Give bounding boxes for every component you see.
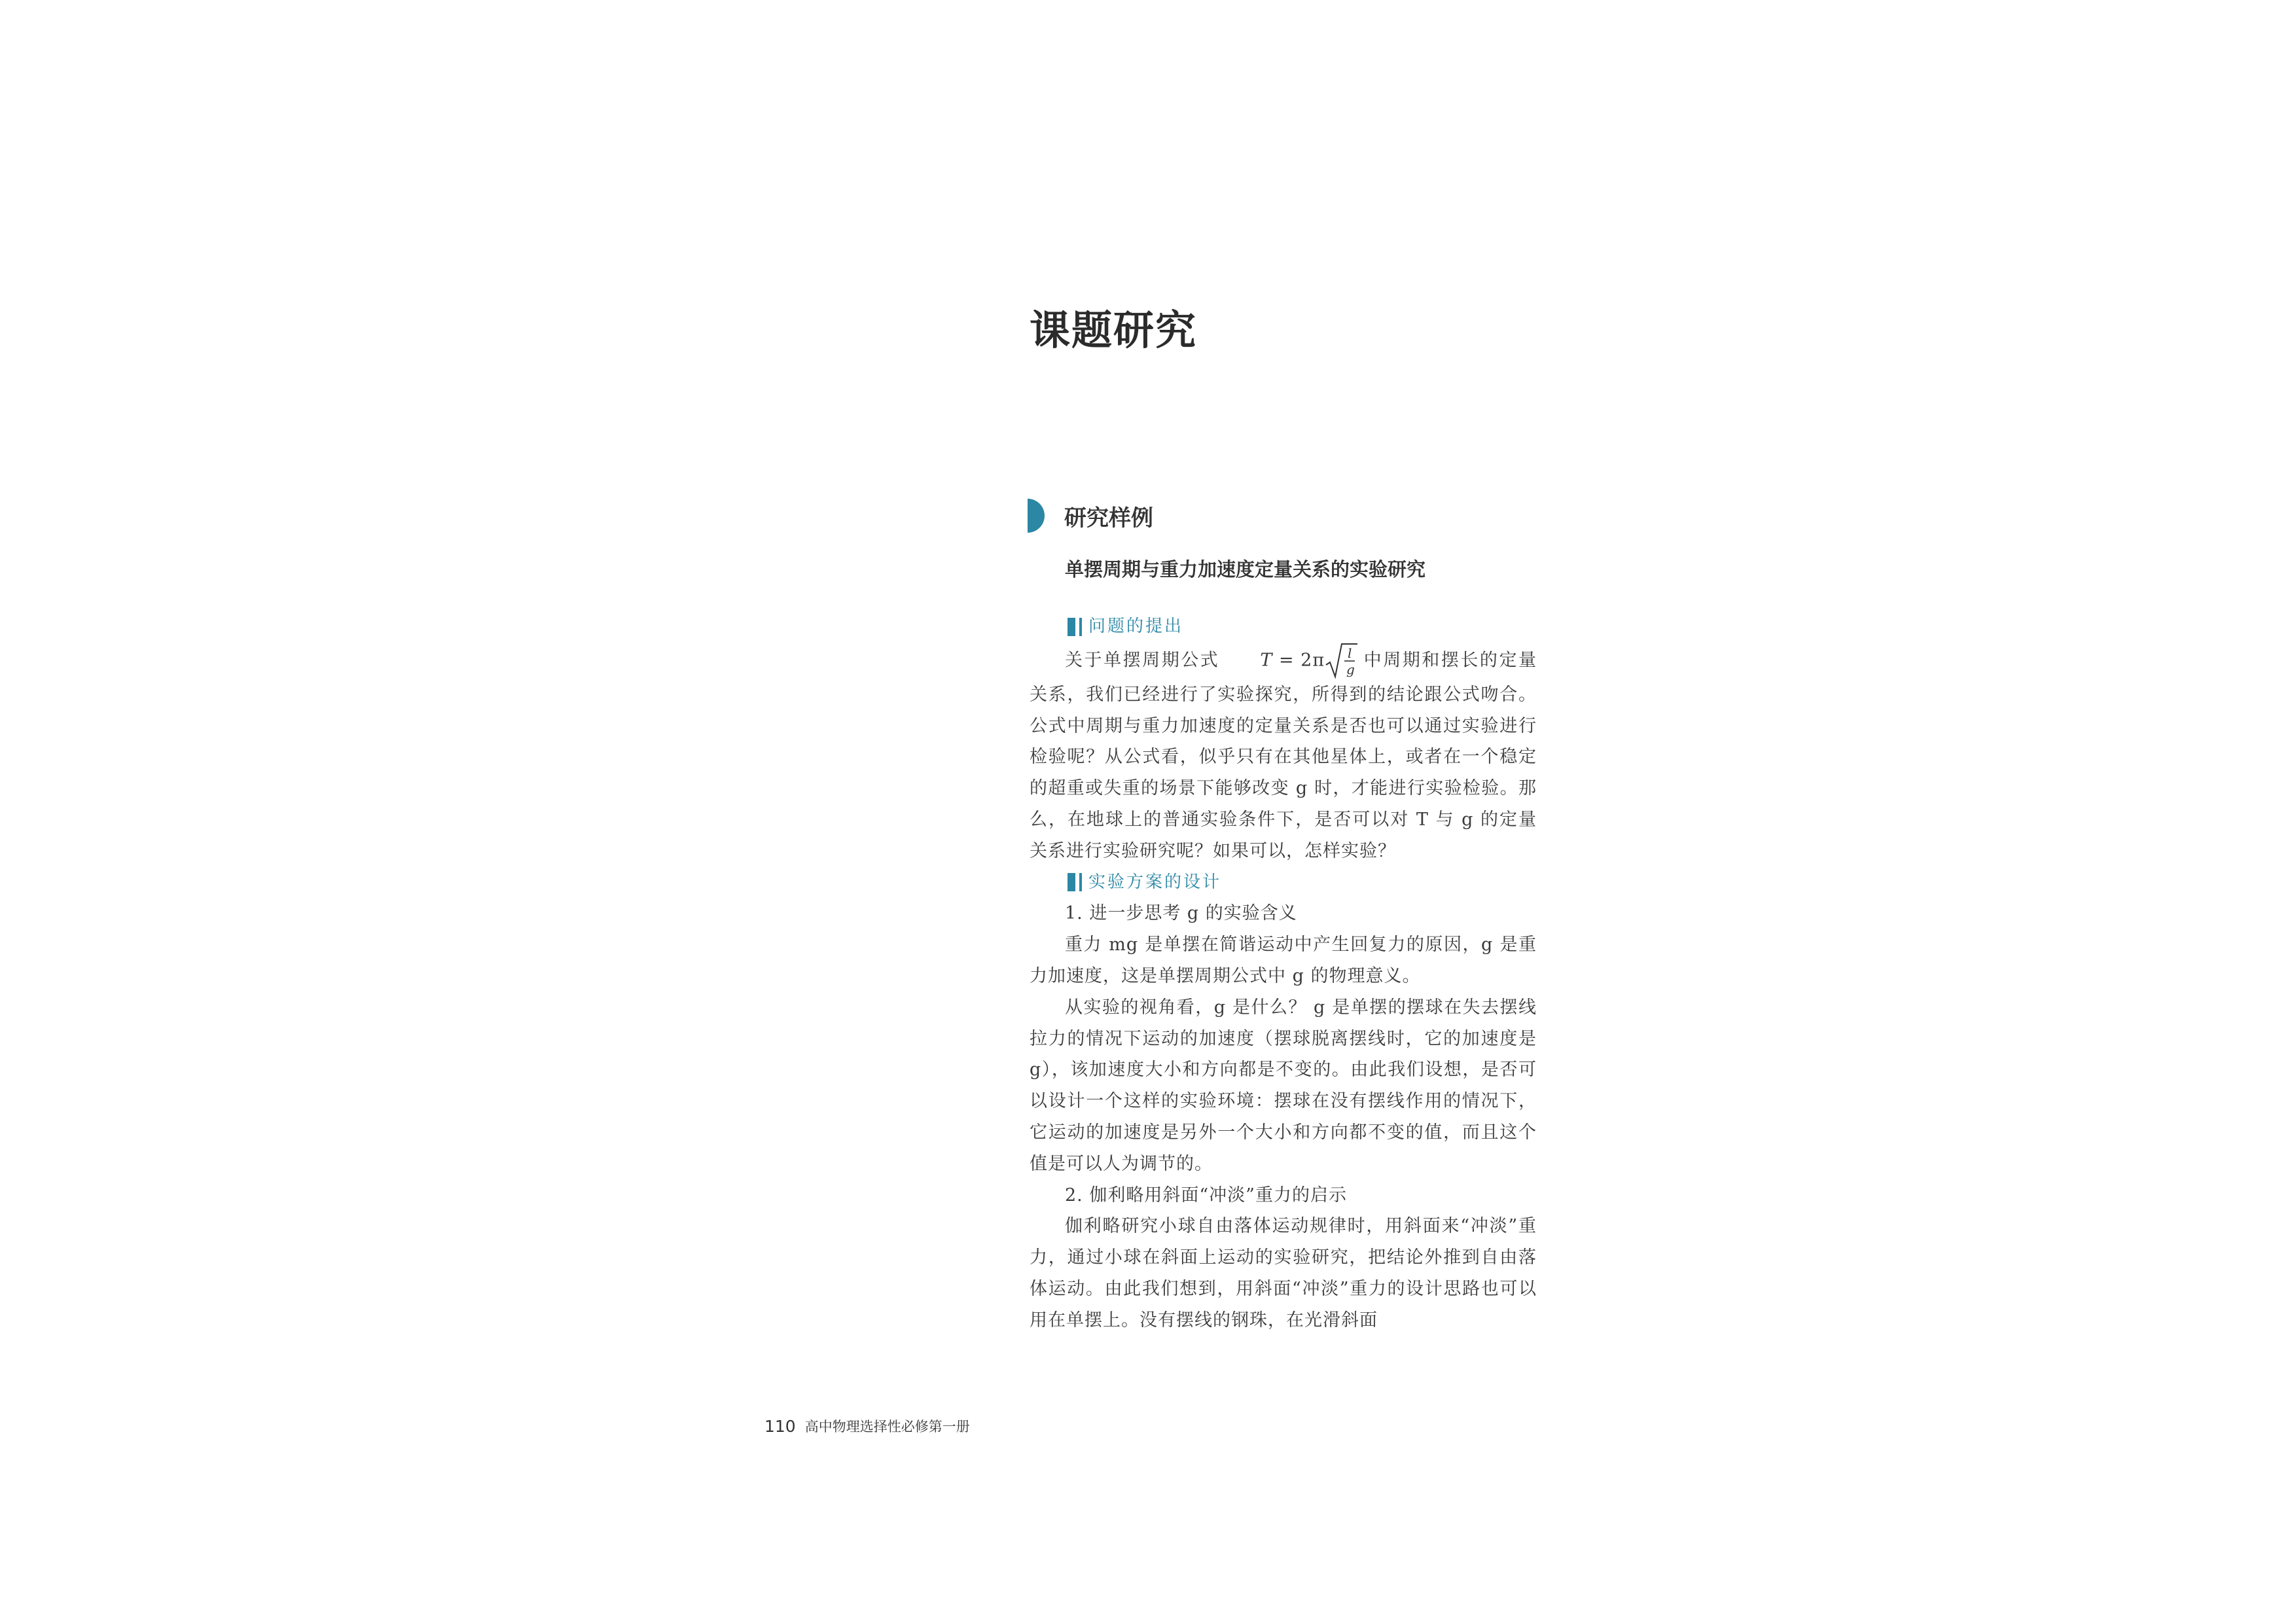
subsection-label: 问题的提出 <box>1088 616 1184 636</box>
body-text <box>1030 611 1537 1336</box>
page-footer <box>764 1416 970 1436</box>
page-number: 110 <box>764 1416 796 1436</box>
heading-bar-icon <box>1067 618 1075 636</box>
sqrt-fraction <box>1325 643 1357 679</box>
list-item-1: 1. 进一步思考 g 的实验含义 <box>1065 903 1297 924</box>
heading-bar-icon <box>1079 873 1082 891</box>
page-title: 课题研究 <box>1030 306 1198 354</box>
subsection-heading-design <box>1067 867 1537 899</box>
heading-bar-icon <box>1067 873 1075 891</box>
formula-lhs: T <box>1260 650 1273 671</box>
period-formula <box>1225 643 1357 679</box>
formula-numerator: l <box>1348 645 1353 661</box>
formula-denominator: g <box>1346 661 1355 677</box>
formula-eq: = 2π <box>1278 650 1325 671</box>
paragraph-galileo: 伽利略研究小球自由落体运动规律时，用斜面来“冲淡”重力，通过小球在斜面上运动的实验研究，把结论外推到自由落体运动。由此我们想到，用斜面“冲淡”重力的设计思路也可以用在单摆上。没有摆线的钢珠，在光滑斜面 <box>1030 1216 1537 1330</box>
paragraph-experiment-view: 从实验的视角看，g 是什么？ g 是单摆的摆球在失去摆线拉力的情况下运动的加速度（摆球脱离摆线时，它的加速度是 g），该加速度大小和方向都是不变的。由此我们设想，是否可以设计一个这样的实验环境：摆球在没有摆线作用的情况下，它运动的加速度是另外一个大小和方向都不变的值，而且这个值是可以人为调节的。 <box>1030 997 1537 1174</box>
subsection-heading-problem <box>1067 611 1537 643</box>
section-header <box>1028 499 1153 533</box>
paragraph-gravity: 重力 mg 是单摆在简谐运动中产生回复力的原因，g 是重力加速度，这是单摆周期公式中 g 的物理意义。 <box>1030 935 1537 986</box>
paragraph-text: 关于单摆周期公式 <box>1065 650 1220 671</box>
research-subtitle: 单摆周期与重力加速度定量关系的实验研究 <box>1065 558 1426 580</box>
paragraph-text: 中周期和摆长的定量关系，我们已经进行了实验探究，所得到的结论跟公式吻合。公式中周期与重力加速度的定量关系是否也可以通过实验进行检验呢？从公式看，似乎只有在其他星体上，或者在一个稳定的超重或失重的场景下能够改变 g 时，才能进行实验检验。那么，在地球上的普通实验条件下，是否可以对 T 与 g 的定量关系进行实验研究呢？如果可以，怎样实验？ <box>1030 650 1537 861</box>
book-title: 高中物理选择性必修第一册 <box>804 1419 970 1435</box>
list-item-2: 2. 伽利略用斜面“冲淡”重力的启示 <box>1065 1185 1347 1205</box>
subsection-label: 实验方案的设计 <box>1088 872 1222 892</box>
section-marker-icon <box>1028 499 1045 533</box>
section-title: 研究样例 <box>1064 505 1153 531</box>
paragraph-problem <box>1030 643 1537 867</box>
heading-bar-icon <box>1079 618 1082 636</box>
